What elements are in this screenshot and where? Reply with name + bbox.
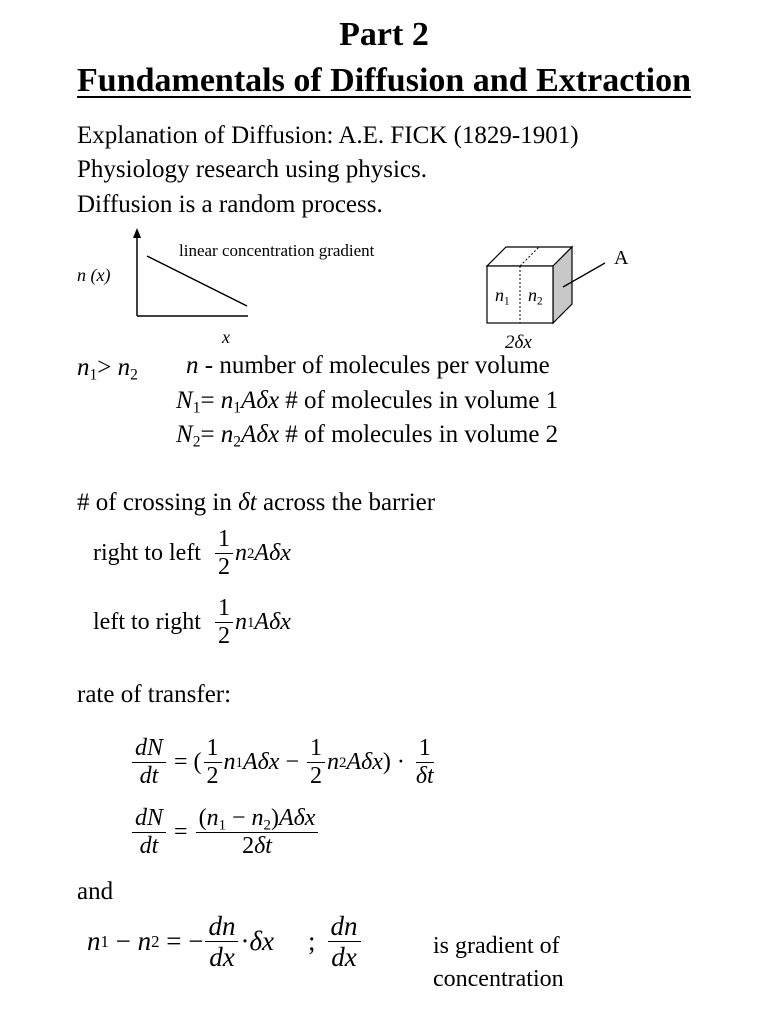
and-label: and <box>77 878 114 905</box>
width-label: 2δx <box>505 332 532 353</box>
box-label-n2: $n_2$ <box>528 285 543 308</box>
box-label-n1: $n_1$ <box>495 285 510 308</box>
left-to-right-expression: left to right $\frac{1}{2}$ n 1 Aδx <box>93 595 291 650</box>
page-title: Part 2 <box>339 16 429 53</box>
y-axis-arrow <box>133 228 141 238</box>
area-label: A <box>614 247 629 269</box>
y-axis-label: n (x) <box>77 265 111 285</box>
page-subtitle: Fundamentals of Diffusion and Extraction <box>77 62 691 99</box>
n-definition: n - number of molecules per volume <box>186 352 550 379</box>
gradient-note-line-1: is gradient of <box>433 933 560 959</box>
gradient-line <box>147 256 247 306</box>
gradient-note-line-2: concentration <box>433 966 564 992</box>
N2-definition: $N_2= n_2A\delta x$ # of molecules in volume 2 <box>176 421 559 451</box>
gradient-caption: linear concentration gradient <box>179 241 375 260</box>
inequality-n1-n2: $n_1> n_2$ <box>77 354 138 384</box>
crossing-heading: # of crossing in δt across the barrier <box>77 489 436 516</box>
gradient-equation: n 1 − n 2 = − $\frac{dn}{dx}$ · δx ; $\frac{dn}{dx}$ <box>87 912 363 972</box>
intro-line-2: Physiology research using physics. <box>77 156 427 183</box>
intro-line-1: Explanation of Diffusion: A.E. FICK (1829-1901) <box>77 122 579 149</box>
rate-equation-1: $\frac{dN}{dt}$ = ( $\frac{1}{2}$ n 1 Aδx − $\frac{1}{2}$ n 2 Aδx ) · $\frac{1}{\delta t}$ <box>130 736 439 789</box>
intro-line-3: Diffusion is a random process. <box>77 191 383 218</box>
rate-label: rate of transfer: <box>77 681 232 708</box>
right-to-left-expression: right to left $\frac{1}{2}$ n 2 Aδx <box>93 526 291 581</box>
rate-equation-2: $\frac{dN}{dt}$ = $\frac{(n_1 - n_2)A\delta x}{2\delta t}$ <box>130 806 320 859</box>
x-axis-label: x <box>222 327 230 347</box>
N1-definition: $N_1= n_1A\delta x$ # of molecules in volume 1 <box>176 387 559 417</box>
